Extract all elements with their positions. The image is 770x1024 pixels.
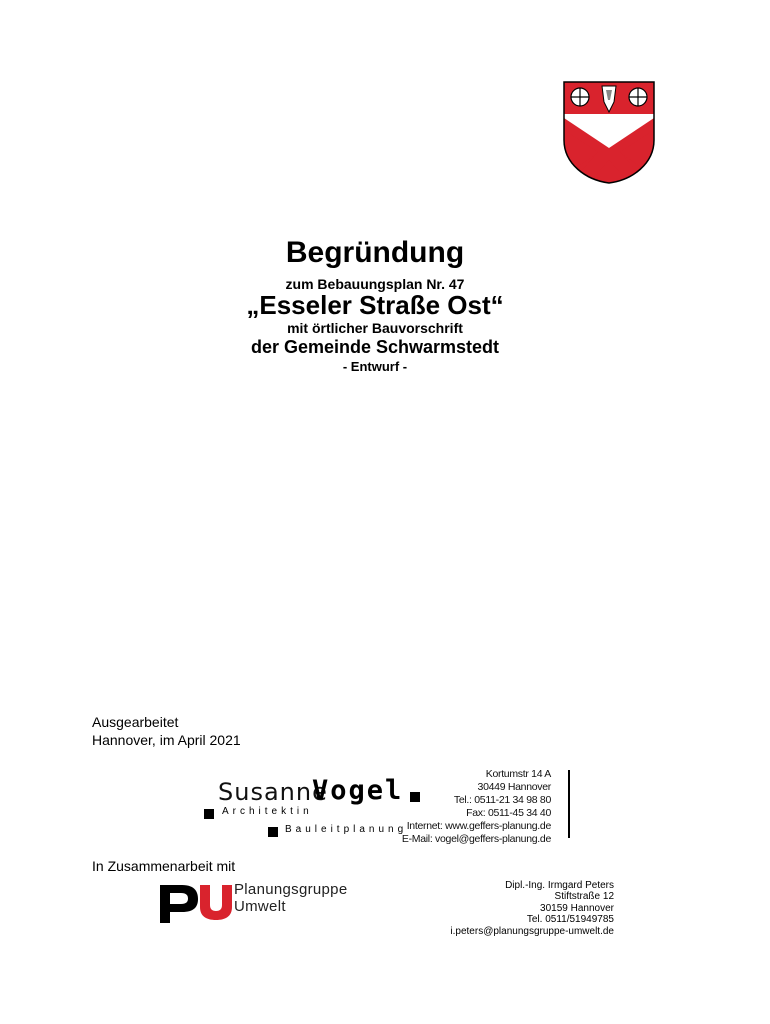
document-title: Begründung	[285, 236, 465, 269]
cooperation-contact	[400, 880, 614, 937]
prepared-info	[92, 713, 241, 749]
contact-line: Tel. 0511/51949785	[526, 914, 614, 926]
document-subtitle-2: mit örtlicher Bauvorschrift	[287, 320, 463, 336]
divider	[568, 770, 570, 838]
org-name-line2: Umwelt	[234, 898, 286, 915]
logo-square-icon	[268, 827, 278, 837]
planungsgruppe-name	[234, 881, 347, 915]
org-name-line1: Planungsgruppe	[234, 881, 348, 898]
contact-line: Stiftstraße 12	[554, 891, 614, 903]
plan-name: „Esseler Straße Ost“	[246, 290, 504, 320]
coat-of-arms-icon	[562, 80, 656, 184]
municipality: der Gemeinde Schwarmstedt	[250, 337, 500, 357]
vogel-role-planning: Bauleitplanung	[285, 824, 408, 835]
contact-email[interactable]: i.peters@planungsgruppe-umwelt.de	[450, 925, 614, 937]
prepared-label: Ausgearbeitet	[92, 714, 179, 730]
logo-square-icon	[204, 809, 214, 819]
vogel-last-name: Vogel	[312, 775, 404, 806]
draft-status: - Entwurf -	[342, 359, 408, 374]
vogel-address-line: Tel.: 0511-21 34 98 80	[453, 794, 551, 806]
vogel-role-architect: Architektin	[222, 806, 313, 817]
vogel-address	[380, 768, 551, 846]
contact-line: 30159 Hannover	[540, 902, 614, 914]
vogel-address-line: 30449 Hannover	[477, 781, 551, 793]
vogel-address-line: Internet: www.geffers-planung.de	[406, 820, 551, 832]
vogel-address-line: E-Mail: vogel@geffers-planung.de	[401, 833, 551, 845]
planungsgruppe-logo-icon	[156, 879, 236, 925]
vogel-first-name: Susanne	[218, 778, 328, 806]
vogel-address-line: Kortumstr 14 A	[485, 768, 551, 780]
cooperation-label: In Zusammenarbeit mit	[92, 858, 236, 874]
prepared-place-date: Hannover, im April 2021	[92, 732, 241, 748]
document-subtitle: zum Bebauungsplan Nr. 47	[285, 276, 465, 292]
vogel-address-line: Fax: 0511-45 34 40	[466, 807, 551, 819]
contact-line: Dipl.-Ing. Irmgard Peters	[505, 880, 614, 891]
